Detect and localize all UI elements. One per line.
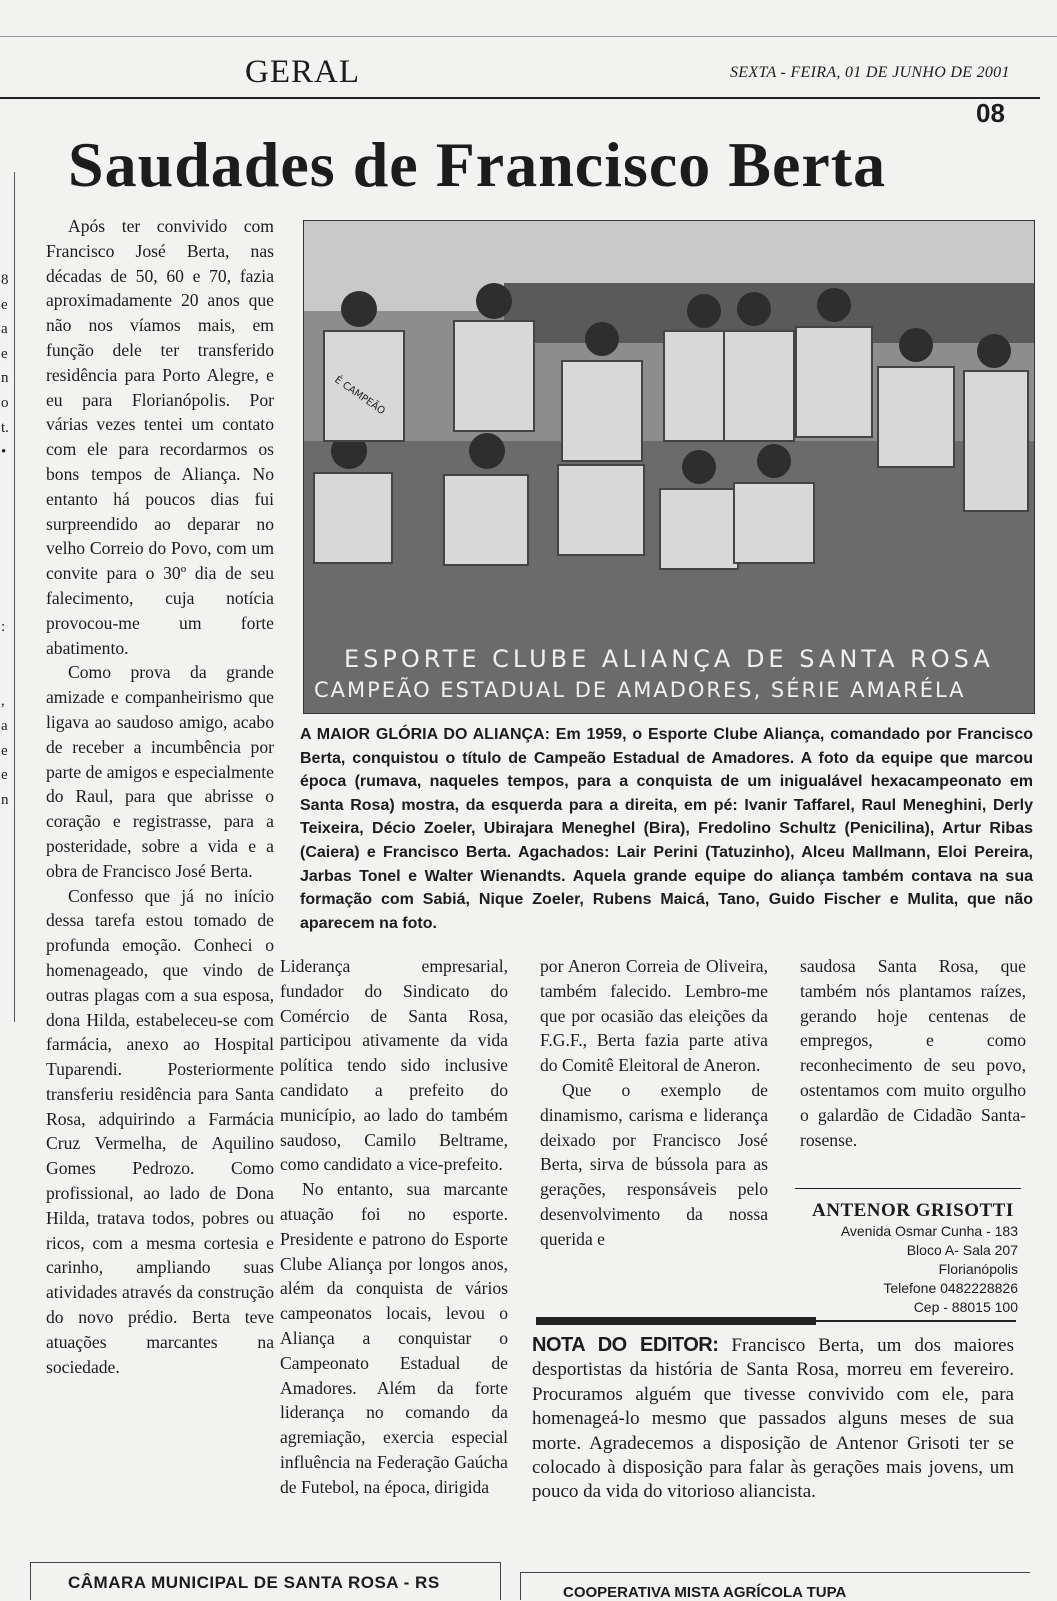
caption-lead: A MAIOR GLÓRIA DO ALIANÇA: [300,726,550,743]
author-cep: Cep - 88015 100 [913,1299,1018,1315]
margin-letter: t. [1,419,9,436]
article-column-1 [46,214,274,1379]
margin-letter: a [1,321,8,338]
margin-letter: n [1,791,9,808]
paragraph: Liderança empresarial, fundador do Sindicato do Comércio de Santa Rosa, participou ativamente da vida política tendo sido inclusive candidato a prefeito do município, ao lado do também saudoso, Camilo Beltrame, como candidato a vice-prefeito. [280,956,508,1175]
margin-letter: o [1,394,9,411]
author-address-1: Avenida Osmar Cunha - 183 [840,1223,1018,1239]
margin-fragments [1,268,13,812]
paragraph: saudosa Santa Rosa, que também nós plantamos raízes, gerando hoje centenas de empregos, e como reconhecimento de seu povo, ostentamos com muito orgulho o galardão de Cidadão Santa-rosense. [800,956,1026,1150]
team-photo [303,220,1035,714]
margin-letter: e [1,742,8,759]
paragraph: Confesso que já no início dessa tarefa estou tomado de profunda emoção. Conheci o homenageado, que vindo de outras plagas com a sua esposa, dona Hilda, estabeleceu-se com farmácia, anexo ao Hospital Tuparendi. Posteriormente transferiu residência para Santa Rosa, adquirindo a Farmácia Cruz Vermelha, de Aquilino Gomes Pedrozo. Como profissional, ao lado de Dona Hilda, tratava todos, pobres ou ricos, com a mesma cortesia e carinho, ampliando suas atividades através da construção do novo prédio. Berta teve atuações marcantes na sociedade. [46,885,274,1377]
photo-caption [300,723,1033,935]
article-column-4 [800,954,1026,1152]
author-city: Florianópolis [938,1261,1018,1277]
margin-letter: e [1,296,8,313]
margin-letter: : [1,618,6,635]
author-name: ANTENOR GRISOTTI [812,1200,1014,1221]
paragraph: No entanto, sua marcante atuação foi no esporte. Presidente e patrono do Esporte Clube Aliança por longos anos, além da conquista de vários campeonatos locais, levou o Aliança a conquistar o Campeonato Estadual de Amadores. Além da forte liderança no comando da agremiação, exercia especial influência na Federação Gaúcha de Futebol, na época, dirigida [280,1179,508,1497]
article-headline: Saudades de Francisco Berta [68,129,887,200]
photo-banner-line-1: ESPORTE CLUBE ALIANÇA DE SANTA ROSA [344,645,994,673]
margin-letter: • [1,444,7,461]
author-address-2: Bloco A- Sala 207 [906,1242,1018,1258]
article-column-3 [540,954,768,1252]
team-photo-illustration [304,221,1034,713]
margin-letter: , [1,693,5,710]
editor-note-text: Francisco Berta, um dos maiores desportistas da história de Santa Rosa, morreu em fevereiro. Procuramos alguém que tivesse convivido com ele, para homenageá-lo mesmo que passados alguns meses de sua morte. Agradecemos a disposição de Antenor Grisoti ter se colocado à disposição para falar às gerações mais jovens, um pouco da vida do vitorioso aliancista. [532,1335,1014,1503]
footer-ad-cooperativa: COOPERATIVA MISTA AGRÍCOLA TUPA [563,1584,847,1601]
margin-letter: 8 [1,272,9,288]
paragraph: Como prova da grande amizade e companheirismo que ligava ao saudoso amigo, acabo de receber a incumbência por parte de amigos e especialmente do Raul, para que abrisse o coração e registrasse, para a posteridade, sobre a vida e a obra de Francisco José Berta. [46,662,274,881]
margin-letter: e [1,345,8,362]
caption-text: Em 1959, o Esporte Clube Aliança, comandado por Francisco Berta, conquistou o título de Campeão Estadual de Amadores. A foto da equipe que marcou época (rumava, naqueles tempos, para a conquista de um inigualável hexacampeonato em Santa Rosa) mostra, da esquerda para a direita, em pé: Ivanir Taffarel, Raul Meneghini, Derly Teixeira, Décio Zoeler, Ubirajara Meneghel (Bira), Fredolino Schultz (Penicilina), Artur Ribas (Caiera) e Francisco Berta. Agachados: Lair Perini (Tatuzinho), Alceu Mallmann, Eloi Pereira, Jarbas Tonel e Walter Wienandts. Aquela grande equipe do aliança também contava na sua formação com Sabiá, Nique Zoeler, Rubens Maicá, Tano, Guido Fischer e Mulita, que não aparecem na foto. [300,726,1033,932]
author-phone: Telefone 0482228826 [883,1280,1018,1296]
photo-banner-line-2: CAMPEÃO ESTADUAL DE AMADORES, SÉRIE AMARÉLA [314,678,966,702]
margin-letter: n [1,370,9,387]
article-column-2 [280,954,508,1500]
issue-date: SEXTA - FEIRA, 01 DE JUNHO DE 2001 [730,64,1010,81]
paragraph: Após ter convivido com Francisco José Berta, nas décadas de 50, 60 e 70, fazia aproximadamente 20 anos que não nos víamos mais, em função dele ter transferido residência para Porto Alegre, e eu para Florianópolis. Por várias vezes tentei um contato com ele para recordarmos os bons tempos de Aliança. No entanto há poucos dias fui surpreendido ao deparar no velho Correio do Povo, com um convite para o 30º dia de seu falecimento, cuja notícia provocou-me um forte abatimento. [46,216,274,658]
paragraph: Que o exemplo de dinamismo, carisma e liderança deixado por Francisco José Berta, sirva de bússola para as gerações, responsáveis pelo desenvolvimento da nossa querida e [540,1079,768,1249]
paragraph: por Aneron Correia de Oliveira, também falecido. Lembro-me que por ocasião das eleições da F.G.F., Berta fazia parte ativa do Comitê Eleitoral de Aneron. [540,956,768,1076]
margin-letter: e [1,767,8,784]
margin-letter: a [1,717,8,734]
editor-note-label: NOTA DO EDITOR: [532,1334,719,1356]
editor-note [532,1333,1014,1505]
footer-ad-camara: CÂMARA MUNICIPAL DE SANTA ROSA - RS [68,1573,440,1592]
page-number: 08 [976,98,1005,128]
section-title: GERAL [245,54,360,90]
sash-label: É CAMPEÃO [332,374,387,418]
